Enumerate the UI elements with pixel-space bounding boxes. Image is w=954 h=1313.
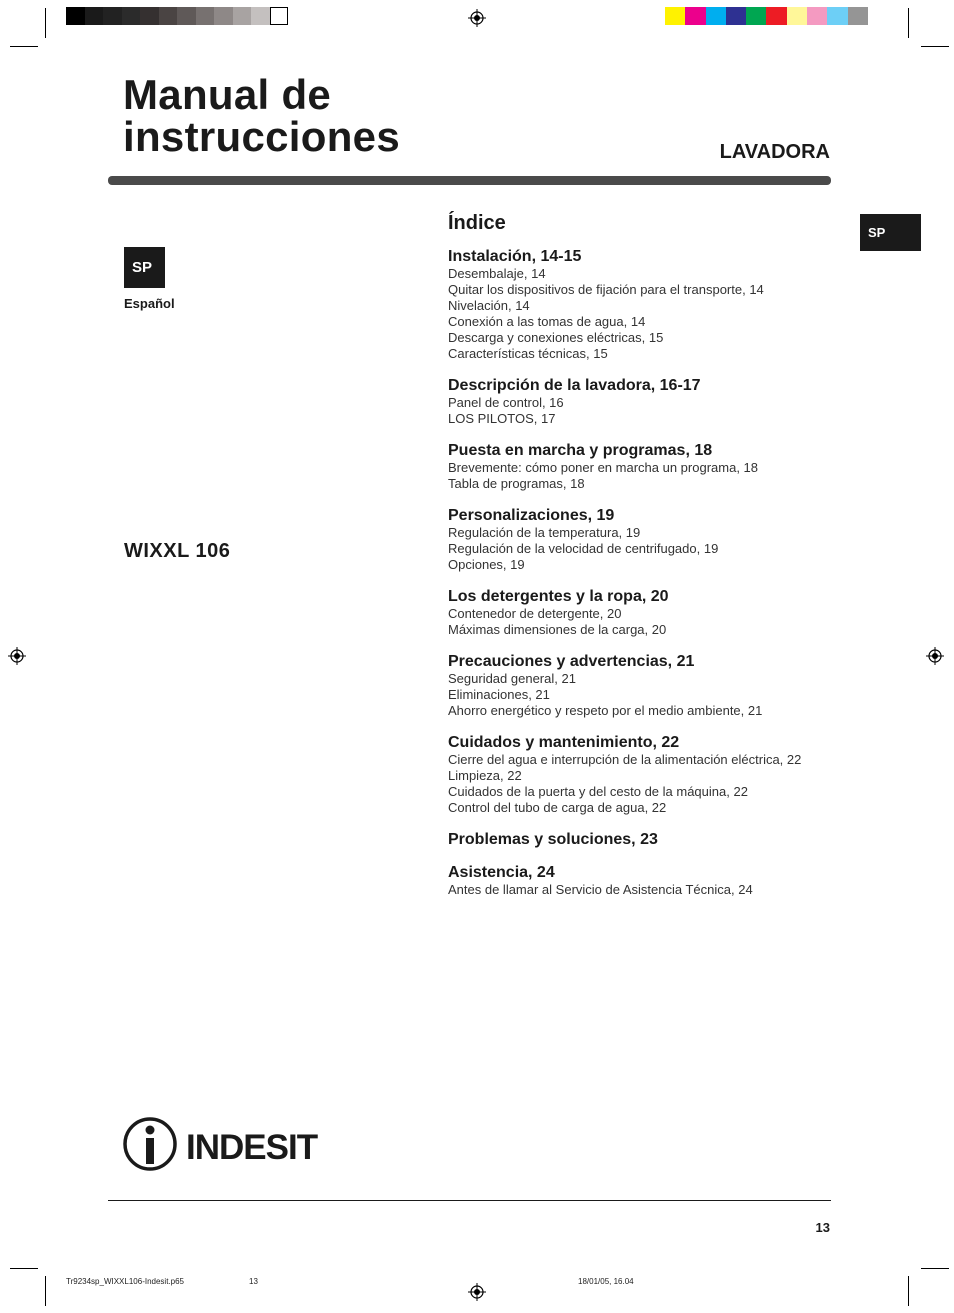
grey-calibration-bar xyxy=(66,7,288,25)
toc-entry: Regulación de la velocidad de centrifugado, 19 xyxy=(448,541,719,556)
color-swatch xyxy=(746,7,766,25)
crop-mark xyxy=(921,46,949,47)
crop-mark xyxy=(10,46,38,47)
toc-section xyxy=(448,831,848,849)
toc-section xyxy=(448,377,848,427)
grey-swatch xyxy=(177,7,196,25)
toc-section xyxy=(448,248,848,362)
language-code-badge: SP xyxy=(124,247,165,288)
toc-section-title: Descripción de la lavadora, 16-17 xyxy=(448,377,701,394)
page-number: 13 xyxy=(815,1220,830,1235)
color-swatch xyxy=(787,7,807,25)
toc-section xyxy=(448,442,848,492)
toc-entry: Antes de llamar al Servicio de Asistencia Técnica, 24 xyxy=(448,882,753,897)
toc-section xyxy=(448,588,848,638)
toc-section-title: Precauciones y advertencias, 21 xyxy=(448,653,695,670)
toc-section xyxy=(448,653,848,719)
toc-section-title: Instalación, 14-15 xyxy=(448,248,582,265)
toc-section xyxy=(448,734,848,816)
color-swatch xyxy=(807,7,827,25)
page-title xyxy=(123,71,400,160)
registration-mark-icon xyxy=(468,1283,486,1301)
grey-swatch xyxy=(103,7,122,25)
toc-section-title: Personalizaciones, 19 xyxy=(448,507,615,524)
toc-entry: Desembalaje, 14 xyxy=(448,266,546,281)
crop-mark xyxy=(908,8,909,38)
toc-section-title: Asistencia, 24 xyxy=(448,864,555,881)
footer-filename: Tr9234sp_WIXXL106-Indesit.p65 xyxy=(66,1277,184,1286)
crop-mark xyxy=(45,1276,46,1306)
toc-entry: Panel de control, 16 xyxy=(448,395,564,410)
indesit-logo-icon xyxy=(123,1115,333,1173)
grey-swatch xyxy=(122,7,141,25)
color-swatch xyxy=(726,7,746,25)
toc-entry: Cierre del agua e interrupción de la alimentación eléctrica, 22 xyxy=(448,752,802,767)
footer-page: 13 xyxy=(249,1277,258,1286)
color-calibration-bar xyxy=(665,7,868,25)
header-divider xyxy=(108,176,831,185)
grey-swatch xyxy=(66,7,85,25)
toc-entry: Limpieza, 22 xyxy=(448,768,522,783)
grey-swatch xyxy=(251,7,270,25)
toc-section xyxy=(448,864,848,898)
crop-mark xyxy=(10,1268,38,1269)
toc-entry: Opciones, 19 xyxy=(448,557,525,572)
product-type: LAVADORA xyxy=(719,141,830,163)
toc-entry: Regulación de la temperatura, 19 xyxy=(448,525,641,540)
title-line-2: instrucciones xyxy=(123,113,400,160)
footer-divider xyxy=(108,1200,831,1201)
toc-section-title: Los detergentes y la ropa, 20 xyxy=(448,588,669,605)
color-swatch xyxy=(665,7,685,25)
title-line-1: Manual de xyxy=(123,71,332,118)
color-swatch xyxy=(706,7,726,25)
toc-section xyxy=(448,507,848,573)
table-of-contents xyxy=(448,210,848,913)
registration-mark-icon xyxy=(926,647,944,665)
toc-sections xyxy=(448,248,848,898)
toc-entry: Conexión a las tomas de agua, 14 xyxy=(448,314,646,329)
toc-entry: Eliminaciones, 21 xyxy=(448,687,550,702)
grey-swatch xyxy=(233,7,252,25)
toc-entry: Máximas dimensiones de la carga, 20 xyxy=(448,622,667,637)
crop-mark xyxy=(908,1276,909,1306)
grey-swatch xyxy=(159,7,178,25)
svg-text:INDESIT: INDESIT xyxy=(186,1128,318,1167)
color-swatch xyxy=(827,7,847,25)
toc-entry: Descarga y conexiones eléctricas, 15 xyxy=(448,330,664,345)
toc-entry: Características técnicas, 15 xyxy=(448,346,608,361)
model-name: WIXXL 106 xyxy=(124,540,231,562)
footer-date: 18/01/05, 16.04 xyxy=(578,1277,634,1286)
crop-mark xyxy=(921,1268,949,1269)
crop-mark xyxy=(45,8,46,38)
toc-entry: Tabla de programas, 18 xyxy=(448,476,585,491)
language-side-tab: SP xyxy=(860,214,921,251)
grey-swatch xyxy=(270,7,289,25)
toc-section-title: Puesta en marcha y programas, 18 xyxy=(448,442,713,459)
toc-section-title: Cuidados y mantenimiento, 22 xyxy=(448,734,680,751)
toc-entry: Seguridad general, 21 xyxy=(448,671,576,686)
registration-mark-icon xyxy=(8,647,26,665)
grey-swatch xyxy=(85,7,104,25)
toc-entry: Brevemente: cómo poner en marcha un programa, 18 xyxy=(448,460,759,475)
toc-heading: Índice xyxy=(448,212,506,234)
grey-swatch xyxy=(196,7,215,25)
toc-entry: Cuidados de la puerta y del cesto de la máquina, 22 xyxy=(448,784,748,799)
grey-swatch xyxy=(214,7,233,25)
toc-entry: Quitar los dispositivos de fijación para el transporte, 14 xyxy=(448,282,764,297)
toc-entry: Control del tubo de carga de agua, 22 xyxy=(448,800,667,815)
language-name: Español xyxy=(124,296,175,311)
color-swatch xyxy=(685,7,705,25)
registration-mark-icon xyxy=(468,9,486,27)
toc-entry: Ahorro energético y respeto por el medio ambiente, 21 xyxy=(448,703,763,718)
toc-entry: LOS PILOTOS, 17 xyxy=(448,411,556,426)
toc-section-title: Problemas y soluciones, 23 xyxy=(448,831,658,848)
color-swatch xyxy=(848,7,868,25)
grey-swatch xyxy=(140,7,159,25)
toc-entry: Nivelación, 14 xyxy=(448,298,530,313)
color-swatch xyxy=(766,7,786,25)
toc-entry: Contenedor de detergente, 20 xyxy=(448,606,622,621)
